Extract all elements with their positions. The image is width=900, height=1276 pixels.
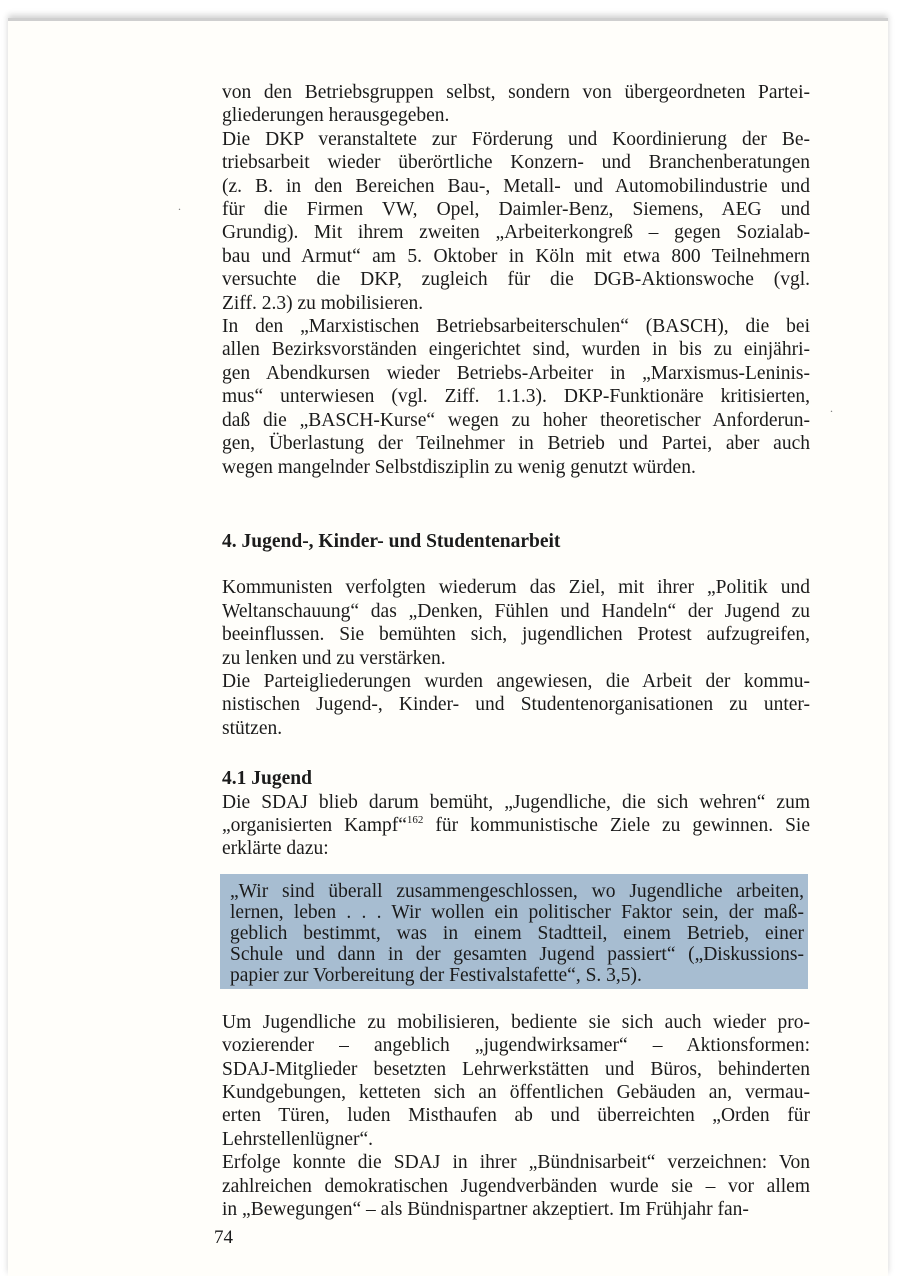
text-line: gen Abendkursen wieder Betriebs-Arbeiter in „Marxismus-Leninis- <box>222 362 810 384</box>
page-content <box>222 81 810 1221</box>
text-line: erklärte dazu: <box>222 838 329 860</box>
text-line: Kundgebungen, ketteten sich an öffentlichen Gebäuden an, vermau- <box>222 1082 810 1103</box>
text-line: In den „Marxistischen Betriebsarbeiterschulen“ (BASCH), die bei <box>222 316 810 338</box>
scan-speck: . <box>830 401 833 415</box>
text-line: für die Firmen VW, Opel, Daimler-Benz, Siemens, AEG und <box>222 199 810 221</box>
text-line: Weltanschauung“ das „Denken, Fühlen und Handeln“ der Jugend zu <box>222 600 810 622</box>
paragraph <box>222 81 810 128</box>
text-line: Erfolge konnte die SDAJ in ihrer „Bündnisarbeit“ verzeichnen: Von <box>222 1152 810 1174</box>
text-line: Schule und dann in der gesamten Jugend passiert“ („Diskussions- <box>230 943 804 965</box>
highlighted-quote <box>220 874 808 989</box>
text-line: zahlreichen demokratischen Jugendverbänden wurde sie – vor allem <box>222 1175 810 1197</box>
text-line: Die DKP veranstaltete zur Förderung und Koordinierung der Be- <box>222 128 810 150</box>
footnote-reference: 162 <box>406 813 424 826</box>
paragraph <box>222 128 810 315</box>
text-line: papier zur Vorbereitung der Festivalstafette“, S. 3,5). <box>230 964 642 986</box>
text-line: in „Bewegungen“ – als Bündnispartner akzeptiert. Im Frühjahr fan- <box>222 1199 749 1221</box>
text-line: allen Bezirksvorständen eingerichtet sind, wurden in bis zu einjähri- <box>222 339 810 361</box>
text-line: mus“ unterwiesen (vgl. Ziff. 1.1.3). DKP-Funktionäre kritisierten, <box>222 386 810 408</box>
text-line: Kommunisten verfolgten wiederum das Ziel, mit ihrer „Politik und <box>222 577 810 599</box>
text-line: versuchte die DKP, zugleich für die DGB-Aktionswoche (vgl. <box>222 269 810 291</box>
text-line: gliederungen herausgegeben. <box>222 105 450 127</box>
text-line: Die Parteigliederungen wurden angewiesen, die Arbeit der kommu- <box>222 670 810 692</box>
text-line: zu lenken und zu verstärken. <box>222 647 446 669</box>
text-fragment: „organisierten Kampf“ <box>222 814 407 836</box>
paragraph <box>222 315 810 479</box>
scan-speck: . <box>178 199 181 213</box>
text-line: Um Jugendliche zu mobilisieren, bediente sie sich auch wieder pro- <box>222 1011 810 1033</box>
page-number: 74 <box>214 1227 233 1248</box>
text-line: Lehrstellenlügner“. <box>222 1128 374 1150</box>
paragraph <box>222 670 810 740</box>
text-line: triebsarbeit wieder überörtliche Konzern- und Branchenberatungen <box>222 152 810 174</box>
paragraph <box>222 1151 810 1221</box>
section-heading: 4. Jugend-, Kinder- und Studentenarbeit <box>222 530 561 552</box>
text-line: bau und Armut“ am 5. Oktober in Köln mit etwa 800 Teilnehmern <box>222 245 810 267</box>
text-line: „Wir sind überall zusammengeschlossen, wo Jugendliche arbeiten, <box>230 880 804 902</box>
text-line: vozierender – angeblich „jugendwirksamer“ – Aktionsformen: <box>222 1035 810 1057</box>
text-line: geblich bestimmt, was in einem Stadtteil, einem Betrieb, einer <box>230 922 804 944</box>
text-line: SDAJ-Mitglieder besetzten Lehrwerkstätten und Büros, behinderten <box>222 1058 810 1080</box>
text-line: lernen, leben . . . Wir wollen ein politischer Faktor sein, der maß- <box>230 901 804 923</box>
text-line: erten Türen, luden Misthaufen ab und überreichten „Orden für <box>222 1105 810 1127</box>
text-line: Die SDAJ blieb darum bemüht, „Jugendliche, die sich wehren“ zum <box>222 791 810 813</box>
subsection-heading: 4.1 Jugend <box>222 768 312 790</box>
text-fragment: für kommunistische Ziele zu gewinnen. Sie <box>423 814 810 836</box>
paragraph <box>222 791 810 861</box>
text-line: stützen. <box>222 717 283 739</box>
text-line: wegen mangelnder Selbstdisziplin zu wenig genutzt würden. <box>222 456 696 478</box>
text-line: daß die „BASCH-Kurse“ wegen zu hoher theoretischer Anforderun- <box>222 409 810 431</box>
document-page <box>8 18 888 1276</box>
text-line: nistischen Jugend-, Kinder- und Studentenorganisationen zu unter- <box>222 694 810 716</box>
text-line: von den Betriebsgruppen selbst, sondern von übergeordneten Partei- <box>222 82 810 103</box>
text-line: gen, Überlastung der Teilnehmer in Betrieb und Partei, aber auch <box>222 433 810 455</box>
text-line <box>222 814 810 837</box>
paragraph <box>222 1011 810 1151</box>
text-line: (z. B. in den Bereichen Bau-, Metall- und Automobilindustrie und <box>222 175 810 197</box>
text-line: Grundig). Mit ihrem zweiten „Arbeiterkongreß – gegen Sozialab- <box>222 222 810 244</box>
text-line: Ziff. 2.3) zu mobilisieren. <box>222 292 424 314</box>
paragraph <box>222 576 810 670</box>
text-line: beeinflussen. Sie bemühten sich, jugendlichen Protest aufzugreifen, <box>222 624 810 646</box>
